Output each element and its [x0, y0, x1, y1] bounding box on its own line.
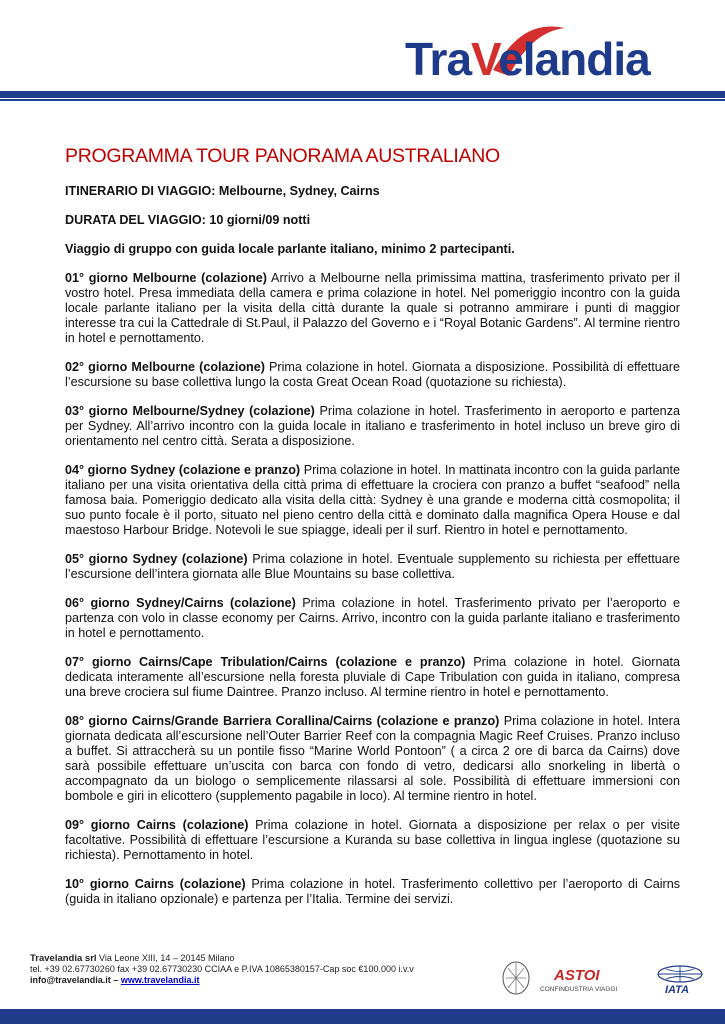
- day-text: Prima colazione in hotel. Intera giornata dedicata all’escursione nell’Outer Barrier Reef con la compagnia Magic Reef Cruises. Pranzo incluso a buffet. Si attraccherà su un pontile fisso “Marine World Pontoon” ( a circa 2 ore di barca da Cairns) dove sarà possibile effettuare un’uscita con barca con fondo di vetro, dedicarsi allo snorkeling in libertà o accompagnato da un biologo o semplicemente rilassarsi al sole. Possibilità di effettuare immersioni con bombole e giri in elicottero (supplemento pagabile in loco). Al termine rientro in hotel.: [65, 714, 680, 803]
- day-heading: 02° giorno Melbourne (colazione): [65, 360, 265, 374]
- day-heading: 04° giorno Sydney (colazione e pranzo): [65, 463, 301, 477]
- footer: [30, 953, 414, 986]
- astoi-logo-text: ASTOI: [554, 967, 600, 984]
- day-heading: 06° giorno Sydney/Cairns (colazione): [65, 596, 296, 610]
- day-text: Prima colazione in hotel. Giornata a disposizione per relax o per visite facoltative. Possibilità di effettuare l’escursione a Kuranda su base collettiva in lingua inglese (quotazione su richiesta). Pernottamento in hotel.: [65, 818, 680, 862]
- partner-logos-svg: [500, 960, 710, 996]
- page-title: PROGRAMMA TOUR PANORAMA AUSTRALIANO: [65, 145, 500, 167]
- footer-company: Travelandia srl: [30, 953, 97, 964]
- day-paragraph: [65, 818, 680, 863]
- day-heading: 08° giorno Cairns/Grande Barriera Corallina/Cairns (colazione e pranzo): [65, 714, 500, 728]
- top-bar-thin: [0, 99, 725, 101]
- day-text: Prima colazione in hotel. Trasferimento collettivo per l’aeroporto di Cairns (guida in italiano opzionale) e partenza per l’Italia. Termine dei servizi.: [65, 877, 680, 906]
- day-text: Prima colazione in hotel. Trasferimento privato per l’aeroporto e partenza con volo in classe economy per Cairns. Arrivo, incontro con la guida parlante italiano e trasferimento in hotel e pernottamento.: [65, 596, 680, 640]
- day-text: Prima colazione in hotel. Giornata dedicata interamente all’escursione nella foresta pluviale di Cape Tribulation con guida in italiano, compresa una breve crociera sul fiume Daintree. Pranzo incluso. Al termine rientro in hotel e pernottamento.: [65, 655, 680, 699]
- footer-separator: –: [110, 975, 121, 985]
- day-text: Prima colazione in hotel. Eventuale supplemento su richiesta per effettuare l’escursione dell’intera giornata alle Blue Mountains su base collettiva.: [65, 552, 680, 581]
- day-paragraph: [65, 552, 680, 582]
- iata-globe-icon: [658, 966, 702, 982]
- logo-text-part2: elandia: [498, 33, 650, 85]
- day-paragraph: [65, 271, 680, 346]
- day-heading: 05° giorno Sydney (colazione): [65, 552, 248, 566]
- day-text: Prima colazione in hotel. Giornata a disposizione. Possibilità di effettuare l’escursione su base collettiva lungo la costa Great Ocean Road (quotazione su richiesta).: [65, 360, 681, 389]
- day-heading: 09° giorno Cairns (colazione): [65, 818, 249, 832]
- footer-website-link[interactable]: www.travelandia.it: [120, 975, 200, 985]
- day-heading: 03° giorno Melbourne/Sydney (colazione): [65, 404, 315, 418]
- day-text: Prima colazione in hotel. Trasferimento in aeroporto e partenza per Sydney. All’arrivo incontro con la guida locale in italiano e trasferimento in hotel incluso un breve giro di orientamento nel centro città. Serata a disposizione.: [65, 404, 680, 448]
- header-line: Viaggio di gruppo con guida locale parlante italiano, minimo 2 partecipanti.: [65, 242, 515, 256]
- document-body: [65, 184, 680, 921]
- logo-text-part1: Tra: [405, 33, 472, 85]
- header-line: ITINERARIO DI VIAGGIO: Melbourne, Sydney, Cairns: [65, 184, 380, 198]
- day-text: Prima colazione in hotel. In mattinata incontro con la guida parlante italiano per una visita orientativa della città prima di effettuare la crociera con pranzo a buffet “seafood” nella famosa baia. Pomeriggio dedicato alla visita della città: Sydney è una grande e moderna città cosmopolita; il suo punto focale è il porto, situato nel pieno centro della città e dominato dalla magnifica Opera House e dal maestoso Harbour Bridge. Notevoli le sue spiagge, ideali per il surf. Rientro in hotel e pernottamento.: [65, 463, 680, 537]
- day-paragraph: [65, 404, 680, 449]
- header-line: DURATA DEL VIAGGIO: 10 giorni/09 notti: [65, 213, 311, 227]
- day-paragraph: [65, 877, 680, 907]
- itinerary-header: [65, 184, 680, 257]
- footer-email[interactable]: info@travelandia.it: [30, 975, 111, 985]
- day-text: Arrivo a Melbourne nella primissima mattina, trasferimento privato per il vostro hotel. Presa immediata della camera e prima colazione in hotel. Nel pomeriggio incontro con la guida locale parlante italiano per la visita della città durante la quale si potranno ammirare i punti di maggior interesse tra cui la Cattedrale di St.Paul, il Palazzo del Governo e i “Royal Botanic Gardens”. Al termine rientro in hotel e pernottamento.: [65, 271, 681, 345]
- day-paragraph: [65, 655, 680, 700]
- logo-v-mark: V: [471, 33, 499, 85]
- day-paragraph: [65, 596, 680, 641]
- footer-contacts: tel. +39 02.67730260 fax +39 02.67730230 CCIAA e P.IVA 10865380157-Cap soc €100.000 i.v.v: [30, 964, 414, 974]
- confindustria-emblem-icon: [503, 962, 529, 994]
- day-paragraph: [65, 463, 680, 538]
- day-paragraph: [65, 714, 680, 804]
- travelandia-logo: [405, 14, 675, 84]
- astoi-sub-text: CONFINDUSTRIA VIAGGI: [540, 986, 618, 993]
- top-bar: [0, 91, 725, 98]
- day-heading: 10° giorno Cairns (colazione): [65, 877, 246, 891]
- day-heading: 07° giorno Cairns/Cape Tribulation/Cairns (colazione e pranzo): [65, 655, 466, 669]
- day-paragraph: [65, 360, 680, 390]
- bottom-bar: [0, 1009, 725, 1024]
- day-heading: 01° giorno Melbourne (colazione): [65, 271, 267, 285]
- footer-address: Via Leone XIII, 14 – 20145 Milano: [96, 953, 235, 963]
- iata-logo-text: IATA: [665, 984, 690, 996]
- partner-logos: [500, 960, 710, 996]
